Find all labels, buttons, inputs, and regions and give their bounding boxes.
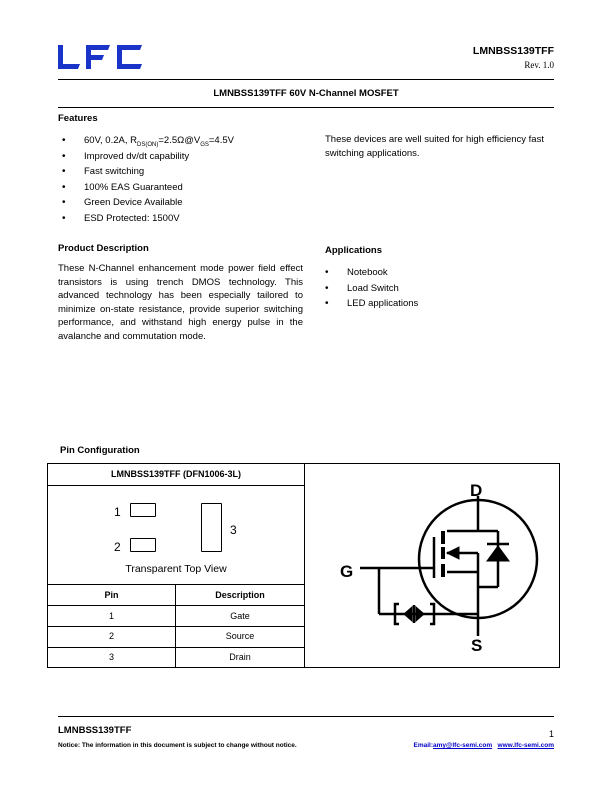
footer-notice: Notice: The information in this document is subject to change without notice. <box>58 742 297 749</box>
view-caption: Transparent Top View <box>125 563 227 575</box>
website-link[interactable]: www.lfc-semi.com <box>497 742 554 749</box>
header-divider <box>58 79 554 80</box>
summary-text: These devices are well suited for high efficiency fast switching applications. <box>325 134 544 159</box>
applications-heading: Applications <box>325 245 383 256</box>
header-part-number: LMNBSS139TFF <box>472 45 554 57</box>
header-revision: Rev. 1.0 <box>524 60 554 70</box>
table-cell-description: Source <box>225 631 255 641</box>
table-cell-pin: 2 <box>108 631 114 641</box>
table-row-divider <box>47 605 304 606</box>
table-row-divider <box>47 626 304 627</box>
table-header-description: Description <box>215 590 265 600</box>
pin-3-label: 3 <box>230 523 237 537</box>
document-title: LMNBSS139TFF 60V N-Channel MOSFET <box>213 88 399 99</box>
pin-1-label: 1 <box>114 505 121 519</box>
application-item: • Notebook <box>325 265 555 281</box>
mosfet-schematic-symbol <box>305 464 559 667</box>
feature-item: • 100% EAS Guaranteed <box>62 180 312 196</box>
feature-item: • Improved dv/dt capability <box>62 149 312 165</box>
email-label: Email: <box>413 742 434 749</box>
drain-terminal-label: D <box>470 481 483 500</box>
feature-item: • 60V, 0.2A, $R_{DS(ON)}=2.5\Omega@V_{GS}=4.5V$ <box>62 133 312 149</box>
pin-1-pad <box>130 503 156 517</box>
package-title: LMNBSS139TFF (DFN1006-3L) <box>110 469 242 479</box>
footer-contact <box>414 742 555 749</box>
page-number: 1 <box>548 729 554 739</box>
table-cell-pin: 1 <box>108 611 114 621</box>
table-cell-description: Drain <box>229 652 251 662</box>
email-link[interactable]: amy@lfc-semi.com <box>433 742 493 749</box>
application-item: • Load Switch <box>325 281 555 297</box>
pin-2-pad <box>130 538 156 552</box>
features-heading: Features <box>58 113 98 124</box>
title-divider <box>58 107 554 108</box>
pin-2-label: 2 <box>114 540 121 554</box>
feature-item: • Green Device Available <box>62 195 312 211</box>
pin-configuration-heading: Pin Configuration <box>60 445 140 456</box>
feature-item: • ESD Protected: 1500V <box>62 211 312 227</box>
lfc-logo <box>58 43 142 71</box>
table-cell-description: Gate <box>230 611 250 621</box>
package-title-divider <box>47 485 304 486</box>
application-item: • LED applications <box>325 296 555 312</box>
footer-part-number: LMNBSS139TFF <box>58 725 132 736</box>
applications-list <box>325 265 555 312</box>
table-cell-pin: 3 <box>108 652 114 662</box>
features-list <box>62 133 312 227</box>
footer-divider <box>58 716 554 717</box>
product-description-heading: Product Description <box>58 243 149 254</box>
source-terminal-label: S <box>471 636 483 655</box>
table-row-divider <box>47 647 304 648</box>
product-description-text: These N-Channel enhancement mode power field effect transistors is using trench DMOS technology. This advanced technology has been especially tailored to minimize on-state resistance, provide superior switching performance, and withstand high energy pulse in the avalanche and commutation mode. <box>58 263 303 342</box>
feature-item: • Fast switching <box>62 164 312 180</box>
gate-terminal-label: G <box>340 562 354 581</box>
pin-3-pad <box>201 503 222 552</box>
table-header-pin: Pin <box>104 590 119 600</box>
